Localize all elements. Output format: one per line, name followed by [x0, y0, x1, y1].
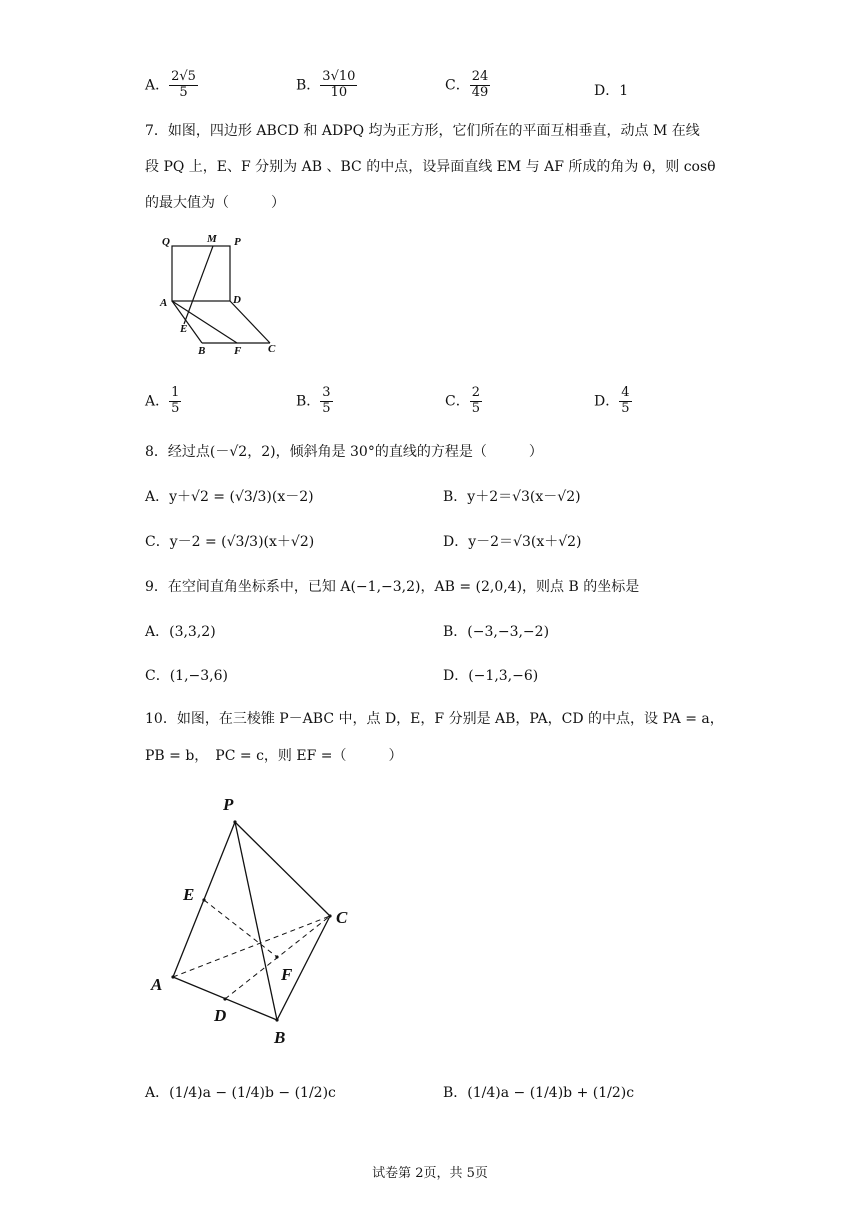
q7-square-adpq: [172, 246, 230, 301]
q9-stem: 9．在空间直角坐标系中，已知 A(−1,−3,2)，AB = (2,0,4)，则点 B 的坐标是: [145, 579, 640, 595]
q10-label-e: E: [183, 885, 195, 904]
q10-label-c: C: [336, 908, 348, 927]
q7-label-c: C: [268, 343, 276, 355]
q7-label-f: F: [234, 345, 242, 357]
q8-option-d: D．y－2＝√3(x＋√2): [443, 534, 582, 550]
q10-option-a: A．(1/4)a − (1/4)b − (1/2)c: [145, 1085, 336, 1101]
q10-label-b: B: [274, 1028, 286, 1047]
q7-option-d: D． $\frac{4}{5}$: [594, 385, 630, 416]
q8-option-b: B．y＋2＝√3(x－√2): [443, 489, 581, 505]
q8-option-a: A．y＋√2 = (√3/3)(x－2): [145, 489, 314, 505]
q9-option-b: B．(−3,−3,−2): [443, 624, 550, 640]
q7-label-b: B: [198, 345, 206, 357]
q7-stem-line3: 的最大值为（ ）: [145, 195, 285, 211]
q9-option-a: A．(3,3,2): [145, 624, 216, 640]
q7-label-e: E: [180, 323, 188, 335]
q7-label-q: Q: [162, 236, 170, 248]
q6-option-a: A． $\frac{2√5}{5}$: [145, 69, 196, 100]
q10-label-a: A: [151, 975, 163, 994]
q9-option-d: D．(−1,3,−6): [443, 668, 539, 684]
q10-option-b: B．(1/4)a − (1/4)b + (1/2)c: [443, 1085, 635, 1101]
q9-option-c: C．(1,−3,6): [145, 668, 228, 684]
q10-label-f: F: [281, 965, 293, 984]
page-footer: 试卷第 2页，共 5页: [372, 1166, 488, 1181]
q10-stem-line1: 10．如图，在三棱锥 P－ABC 中，点 D，E，F 分别是 AB，PA，CD 的中点，设 PA = a，: [145, 711, 724, 727]
q7-figure: [150, 230, 290, 360]
q8-stem: 8．经过点(－√2，2)，倾斜角是 30°的直线的方程是（ ）: [145, 444, 543, 460]
q6-option-b: B． $\frac{3√10}{10}$: [296, 69, 356, 100]
q8-option-c: C．y－2 = (√3/3)(x＋√2): [145, 534, 315, 550]
q6-option-d: D．1: [594, 83, 629, 99]
q6-option-c: C． $\frac{24}{49}$: [445, 69, 489, 100]
q10-stem-line2: PB = b， PC = c，则 EF =（ ）: [145, 748, 403, 764]
q10-label-p: P: [223, 795, 234, 814]
q7-option-a: A． $\frac{1}{5}$: [145, 385, 180, 416]
q7-stem-line2: 段 PQ 上，E、F 分别为 AB 、BC 的中点，设异面直线 EM 与 AF 所成的角为 θ，则 cosθ: [145, 159, 716, 175]
q7-option-c: C． $\frac{2}{5}$: [445, 385, 480, 416]
q7-label-d: D: [233, 294, 241, 306]
q7-option-b: B． $\frac{3}{5}$: [296, 385, 331, 416]
q10-figure: [145, 790, 365, 1050]
q10-label-d: D: [214, 1006, 227, 1025]
q7-stem-line1: 7．如图，四边形 ABCD 和 ADPQ 均为正方形，它们所在的平面互相垂直，动点 M 在线: [145, 123, 700, 139]
q7-label-a: A: [160, 297, 168, 309]
q7-label-m: M: [207, 233, 217, 245]
q7-label-p: P: [234, 236, 241, 248]
